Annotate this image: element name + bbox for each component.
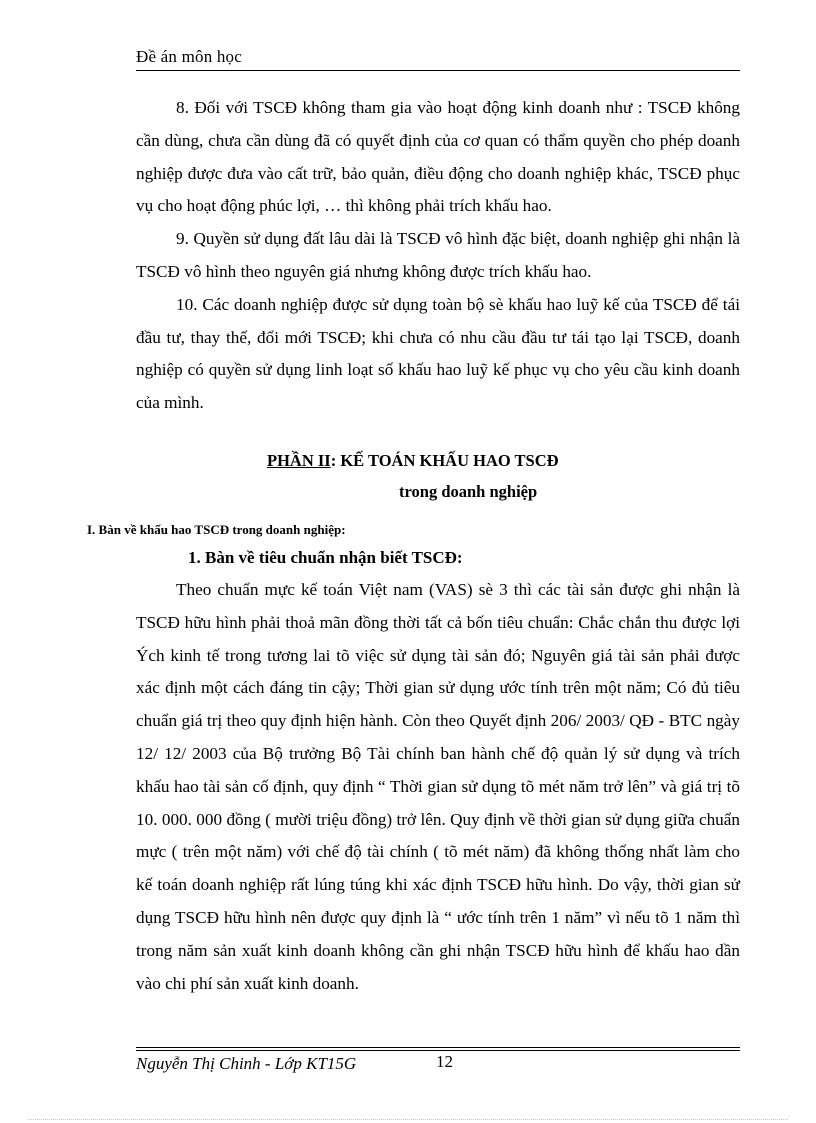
paragraph-8: 8. Đối với TSCĐ không tham gia vào hoạt động kinh doanh như : TSCĐ không cần dùng, chưa cần dùng đã có quyết định của cơ quan có thẩm quyền cho phép doanh nghiệp được đưa vào cất trữ, bảo quản, điều động cho doanh nghiệp khác, TSCĐ phục vụ cho hoạt động phúc lợi, … thì không phải trích khấu hao.: [136, 98, 740, 216]
paragraph-10: 10. Các doanh nghiệp được sử dụng toàn bộ sè khấu hao luỹ kế của TSCĐ để tái đầu tư, thay thế, đổi mới TSCĐ; khi chưa có nhu cầu đầu tư tái tạo lại TSCĐ, doanh nghiệp có quyền sử dụng linh loạt số khấu hao luỹ kế phục vụ cho yêu cầu kinh doanh của mình.: [136, 294, 740, 413]
footer-author: Nguyễn Thị Chinh - Lớp KT15G: [136, 1054, 357, 1073]
item-heading: 1. Bàn về tiêu chuẩn nhận biết TSCĐ:: [188, 548, 463, 567]
footer-divider-second: [136, 1050, 740, 1051]
part-title: [136, 451, 740, 471]
part-title-rest: : KẾ TOÁN KHẤU HAO TSCĐ: [330, 451, 559, 470]
page-number: 12: [436, 1052, 453, 1071]
header-divider: [136, 70, 740, 71]
paragraph-vas: Theo chuẩn mực kế toán Việt nam (VAS) sè 3 thì các tài sản được ghi nhận là TSCĐ hữu hình phải thoả mãn đồng thời tất cả bốn tiêu chuẩn: Chắc chắn thu được lợi Ých kinh tế trong tương lai tõ việc sử dụng tài sản đó; Nguyên giá tài sản phải được xác định một cách đáng tin cậy; Thời gian sử dụng ước tính trên một năm; Có đủ tiêu chuẩn giá trị theo quy định hiện hành. Còn theo Quyết định 206/ 2003/ QĐ - BTC ngày 12/ 12/ 2003 của Bộ trưởng Bộ Tài chính ban hành chế độ quản lý sử dụng và trích khấu hao tài sản cố định, quy định “ Thời gian sử dụng tõ mét năm trở lên” và giá trị tõ 10. 000. 000 đồng ( mười triệu đồng) trở lên. Quy định về thời gian sử dụng giữa chuẩn mực ( trên một năm) với chế độ tài chính ( tõ mét năm) đã không thống nhất làm cho kế toán doanh nghiệp rất lúng túng khi xác định TSCĐ hữu hình. Do vậy, thời gian sử dụng TSCĐ hữu hình nên được quy định là “ ước tính trên 1 năm” vì nếu tõ 1 năm thì trong năm sản xuất kinh doanh không cần ghi nhận TSCĐ hữu hình để khấu hao dần vào chi phí sản xuất kinh doanh.: [136, 580, 740, 993]
paragraph-9: 9. Quyền sử dụng đất lâu dài là TSCĐ vô hình đặc biệt, doanh nghiệp ghi nhận là TSCĐ vô hình theo nguyên giá nhưng không được trích khấu hao.: [136, 229, 740, 281]
part-label: PHẦN II: [267, 451, 331, 470]
section-heading: I. Bàn về khấu hao TSCĐ trong doanh nghiệp:: [87, 522, 346, 537]
part-subtitle: trong doanh nghiệp: [399, 482, 538, 501]
document-header-title: Đề án môn học: [136, 47, 242, 66]
body-text-top: [136, 92, 740, 420]
footer-divider: [136, 1047, 740, 1048]
body-text-bottom: [136, 574, 740, 1000]
page-edge: [28, 1119, 788, 1120]
